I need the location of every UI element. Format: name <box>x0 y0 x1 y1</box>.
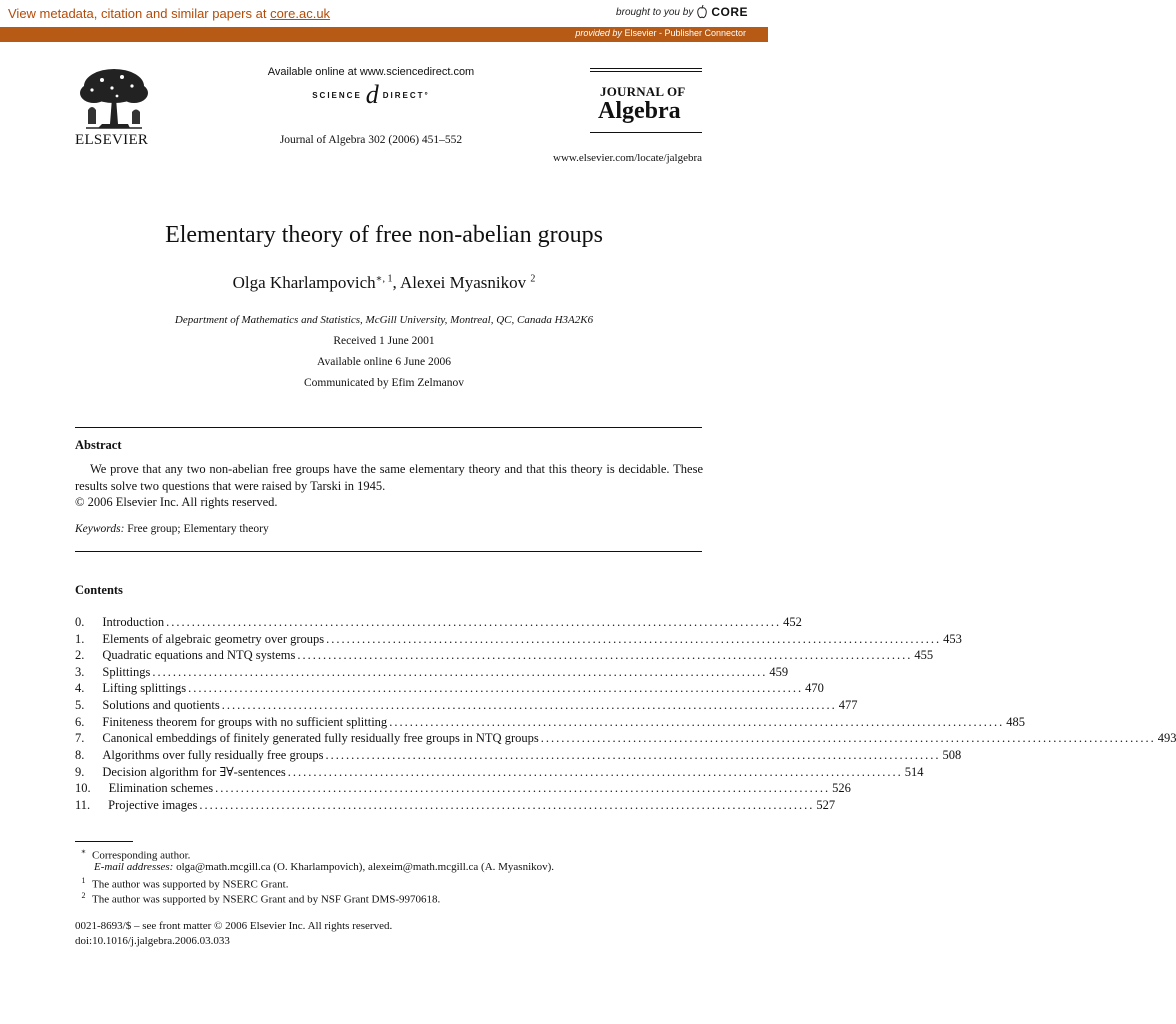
footnote-1-text: The author was supported by NSERC Grant. <box>92 878 289 891</box>
footnote-2-text: The author was supported by NSERC Grant and by NSF Grant DMS-9970618. <box>92 893 441 906</box>
toc-title: Lifting splittings <box>102 681 187 696</box>
toc-page: 470 <box>805 681 824 696</box>
toc-page: 485 <box>1006 714 1025 729</box>
toc-leader: ........................................................................................................................ <box>152 664 768 679</box>
toc-entry[interactable] <box>75 681 824 698</box>
author-separator: , <box>392 273 401 292</box>
toc-num: 2. <box>75 648 85 663</box>
sd-at-icon: d <box>365 80 379 109</box>
toc-title: Algorithms over fully residually free groups <box>102 747 324 762</box>
toc-leader: ........................................................................................................................ <box>297 648 913 663</box>
affiliation: Department of Mathematics and Statistics, McGill University, Montreal, QC, Canada H3A2K6 <box>174 314 594 326</box>
toc-leader: ........................................................................................................................ <box>326 631 942 646</box>
publisher-name: ELSEVIER <box>75 132 149 148</box>
toc-entry[interactable] <box>75 697 858 715</box>
table-of-contents <box>75 615 1176 814</box>
toc-leader: ........................................................................................................................ <box>199 797 815 812</box>
contents-heading: Contents <box>75 583 123 597</box>
toc-num: 11. <box>75 797 91 812</box>
elsevier-tree-logo <box>72 66 156 132</box>
toc-num: 10. <box>75 780 91 795</box>
provided-by-label: provided by <box>575 28 622 38</box>
keywords-label: Keywords: <box>75 523 125 535</box>
core-logo[interactable]: CORE <box>711 5 748 19</box>
toc-num: 5. <box>75 697 85 712</box>
footnote-star: ∗ <box>80 847 87 856</box>
core-metadata-link[interactable] <box>8 6 330 21</box>
keywords-list: Free group; Elementary theory <box>127 523 269 535</box>
toc-num: 9. <box>75 765 85 780</box>
footnote-corresponding <box>75 847 190 862</box>
toc-leader: ........................................................................................................................ <box>221 697 837 712</box>
email-addresses[interactable]: olga@math.mcgill.ca (O. Kharlampovich), alexeim@math.mcgill.ca (A. Myasnikov). <box>176 861 555 873</box>
journal-url[interactable]: www.elsevier.com/locate/jalgebra <box>553 152 702 164</box>
toc-title: Elimination schemes <box>108 780 214 795</box>
toc-page: 452 <box>783 615 802 629</box>
toc-leader: ........................................................................................................................ <box>287 765 903 780</box>
toc-page: 459 <box>769 664 789 679</box>
received-date: Received 1 June 2001 <box>333 335 435 347</box>
toc-num: 3. <box>75 664 85 679</box>
toc-page: 526 <box>832 780 851 795</box>
core-brought-by <box>616 5 748 19</box>
email-label: E-mail addresses: <box>94 861 174 873</box>
toc-entry[interactable] <box>75 648 934 665</box>
toc-leader: ........................................................................................................................ <box>188 681 804 696</box>
toc-leader: ........................................................................................................................ <box>389 714 1005 729</box>
communicated-by: Communicated by Efim Zelmanov <box>303 377 464 389</box>
author-2-marks: 2 <box>530 273 536 285</box>
toc-page: 508 <box>942 747 962 762</box>
core-apple-icon <box>697 5 707 19</box>
toc-page: 455 <box>914 648 934 663</box>
journal-rule-top <box>590 68 702 69</box>
abstract-copyright: © 2006 Elsevier Inc. All rights reserved. <box>75 495 278 509</box>
toc-title: Quadratic equations and NTQ systems <box>102 648 296 663</box>
author-1: Olga Kharlampovich <box>232 273 376 292</box>
toc-entry[interactable] <box>75 764 924 781</box>
toc-entry[interactable] <box>75 797 836 815</box>
corresponding-text: Corresponding author. <box>92 849 191 862</box>
footnote-emails <box>94 861 554 873</box>
toc-num: 8. <box>75 747 85 762</box>
abstract-text: We prove that any two non-abelian free groups have the same elementary theory and that this theory is decidable. These results solve two questions that were raised by Tarski in 1945. <box>75 462 703 493</box>
abstract-rule-bottom <box>75 551 702 552</box>
toc-title: Canonical embeddings of finitely generated fully residually free groups in NTQ groups <box>102 731 539 746</box>
abstract-rule-top <box>75 427 702 428</box>
journal-name: Algebra <box>598 98 681 124</box>
authors <box>0 273 768 293</box>
toc-num: 4. <box>75 681 85 696</box>
available-date: Available online 6 June 2006 <box>317 356 451 368</box>
core-provided-by <box>575 28 746 38</box>
journal-rule-top-thin <box>590 71 702 72</box>
toc-entry[interactable] <box>75 780 851 798</box>
journal-rule-bottom <box>590 132 702 133</box>
brought-by-label: brought to you by <box>616 6 694 18</box>
toc-num: 0. <box>75 615 85 629</box>
toc-title: Elements of algebraic geometry over groups <box>102 631 325 646</box>
paper-title: Elementary theory of free non-abelian groups <box>165 222 603 248</box>
toc-title: Decision algorithm for ∃∀-sentences <box>102 765 286 780</box>
toc-title: Projective images <box>108 797 198 812</box>
toc-title: Introduction <box>102 615 165 629</box>
sd-right: DIRECT° <box>382 90 430 100</box>
toc-title: Splittings <box>102 664 151 679</box>
toc-entry[interactable] <box>75 664 789 682</box>
toc-page: 493 <box>1157 731 1176 746</box>
core-link-text[interactable]: core.ac.uk <box>270 6 331 21</box>
footnote-1 <box>75 876 288 891</box>
author-1-marks: ∗, 1 <box>375 273 393 285</box>
toc-entry[interactable] <box>75 731 1176 748</box>
sd-left: SCIENCE <box>312 90 362 100</box>
sciencedirect-logo <box>296 80 446 109</box>
toc-num: 7. <box>75 731 85 746</box>
abstract-heading: Abstract <box>75 438 122 452</box>
toc-entry[interactable] <box>75 714 1025 732</box>
toc-page: 477 <box>838 697 858 712</box>
journal-of-label: JOURNAL OF <box>600 84 686 99</box>
toc-num: 6. <box>75 714 85 729</box>
toc-num: 1. <box>75 631 85 646</box>
toc-entry[interactable] <box>75 631 962 649</box>
provider-name: Elsevier - Publisher Connector <box>624 28 746 38</box>
toc-page: 527 <box>816 797 836 812</box>
toc-title: Solutions and quotients <box>102 697 220 712</box>
toc-page: 453 <box>943 631 962 646</box>
toc-leader: ........................................................................................................................ <box>540 731 1156 746</box>
issn-line: 0021-8693/$ – see front matter © 2006 Elsevier Inc. All rights reserved. <box>75 920 393 932</box>
author-2: Alexei Myasnikov <box>400 273 527 292</box>
toc-leader: ........................................................................................................................ <box>166 615 782 629</box>
footnote-2 <box>75 891 440 906</box>
journal-citation: Journal of Algebra 302 (2006) 451–552 <box>279 134 463 146</box>
toc-entry[interactable] <box>75 747 962 765</box>
available-online: Available online at www.sciencedirect.com <box>267 66 475 78</box>
toc-page: 514 <box>904 765 924 780</box>
keywords <box>75 523 269 535</box>
footnote-1-mark: 1 <box>81 876 86 885</box>
toc-leader: ........................................................................................................................ <box>215 780 831 795</box>
toc-leader: ........................................................................................................................ <box>325 747 941 762</box>
core-link-prefix: View metadata, citation and similar papers at <box>8 6 271 21</box>
footnote-2-mark: 2 <box>81 891 86 900</box>
doi-line[interactable]: doi:10.1016/j.jalgebra.2006.03.033 <box>75 935 230 947</box>
toc-entry[interactable] <box>75 615 802 632</box>
footnote-rule <box>75 841 133 842</box>
toc-title: Finiteness theorem for groups with no sufficient splitting <box>102 714 388 729</box>
